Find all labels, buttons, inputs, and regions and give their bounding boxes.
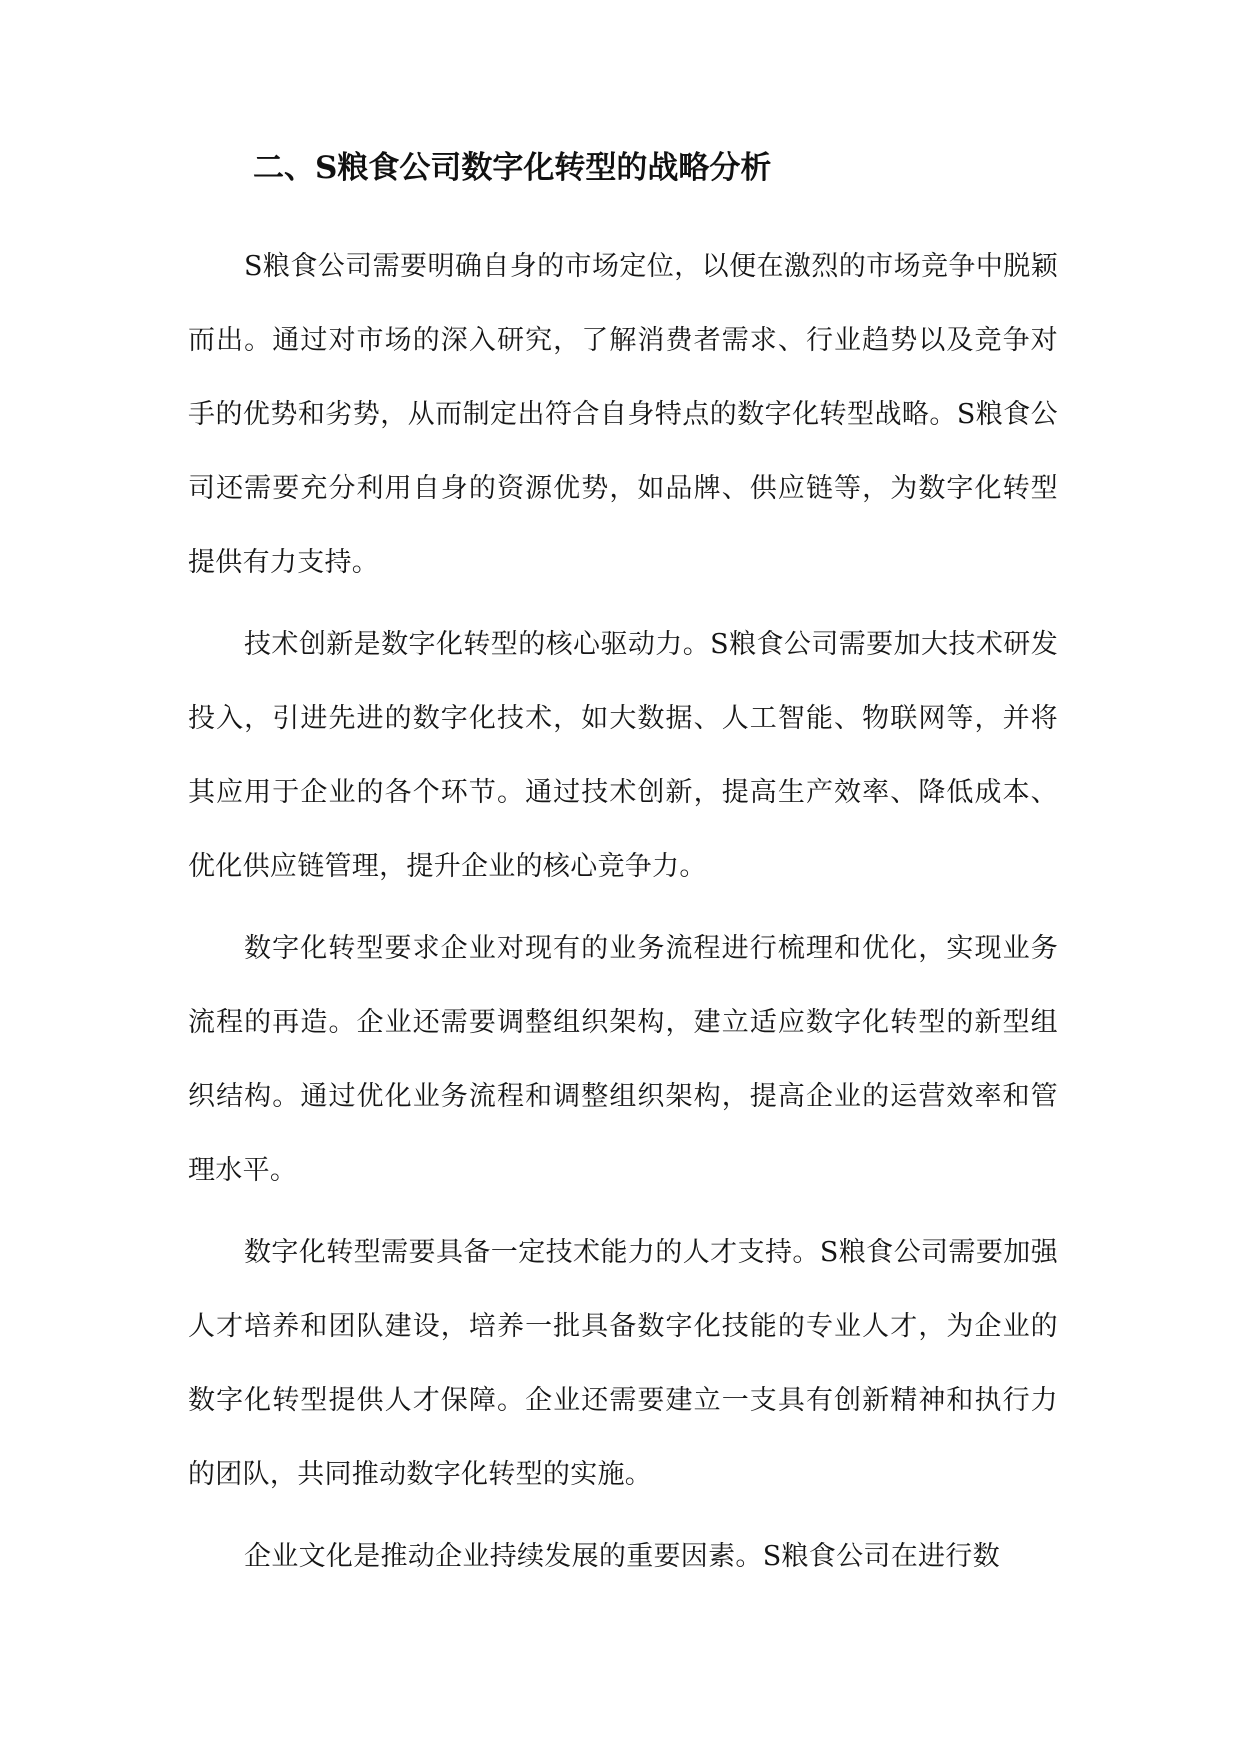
paragraph-technology-innovation: 技术创新是数字化转型的核心驱动力。S粮食公司需要加大技术研发投入，引进先进的数字化技术，如大数据、人工智能、物联网等，并将其应用于企业的各个环节。通过技术创新，提高生产效率、降低成本、优化供应链管理，提升企业的核心竞争力。 bbox=[188, 629, 1058, 882]
paragraph-talent-team: 数字化转型需要具备一定技术能力的人才支持。S粮食公司需要加强人才培养和团队建设，培养一批具备数字化技能的专业人才，为企业的数字化转型提供人才保障。企业还需要建立一支具有创新精神和执行力的团队，共同推动数字化转型的实施。 bbox=[188, 1237, 1058, 1490]
paragraph-corporate-culture: 企业文化是推动企业持续发展的重要因素。S粮食公司在进行数 bbox=[244, 1541, 1000, 1572]
paragraph-market-positioning: S粮食公司需要明确自身的市场定位，以便在激烈的市场竞争中脱颖而出。通过对市场的深入研究，了解消费者需求、行业趋势以及竞争对手的优势和劣势，从而制定出符合自身特点的数字化转型战略。S粮食公司还需要充分利用自身的资源优势，如品牌、供应链等，为数字化转型提供有力支持。 bbox=[188, 251, 1058, 578]
paragraph-business-process: 数字化转型要求企业对现有的业务流程进行梳理和优化，实现业务流程的再造。企业还需要调整组织架构，建立适应数字化转型的新型组织结构。通过优化业务流程和调整组织架构，提高企业的运营效率和管理水平。 bbox=[188, 933, 1058, 1186]
section-heading: 二、S粮食公司数字化转型的战略分析 bbox=[253, 150, 772, 186]
document-body bbox=[188, 230, 1058, 1602]
